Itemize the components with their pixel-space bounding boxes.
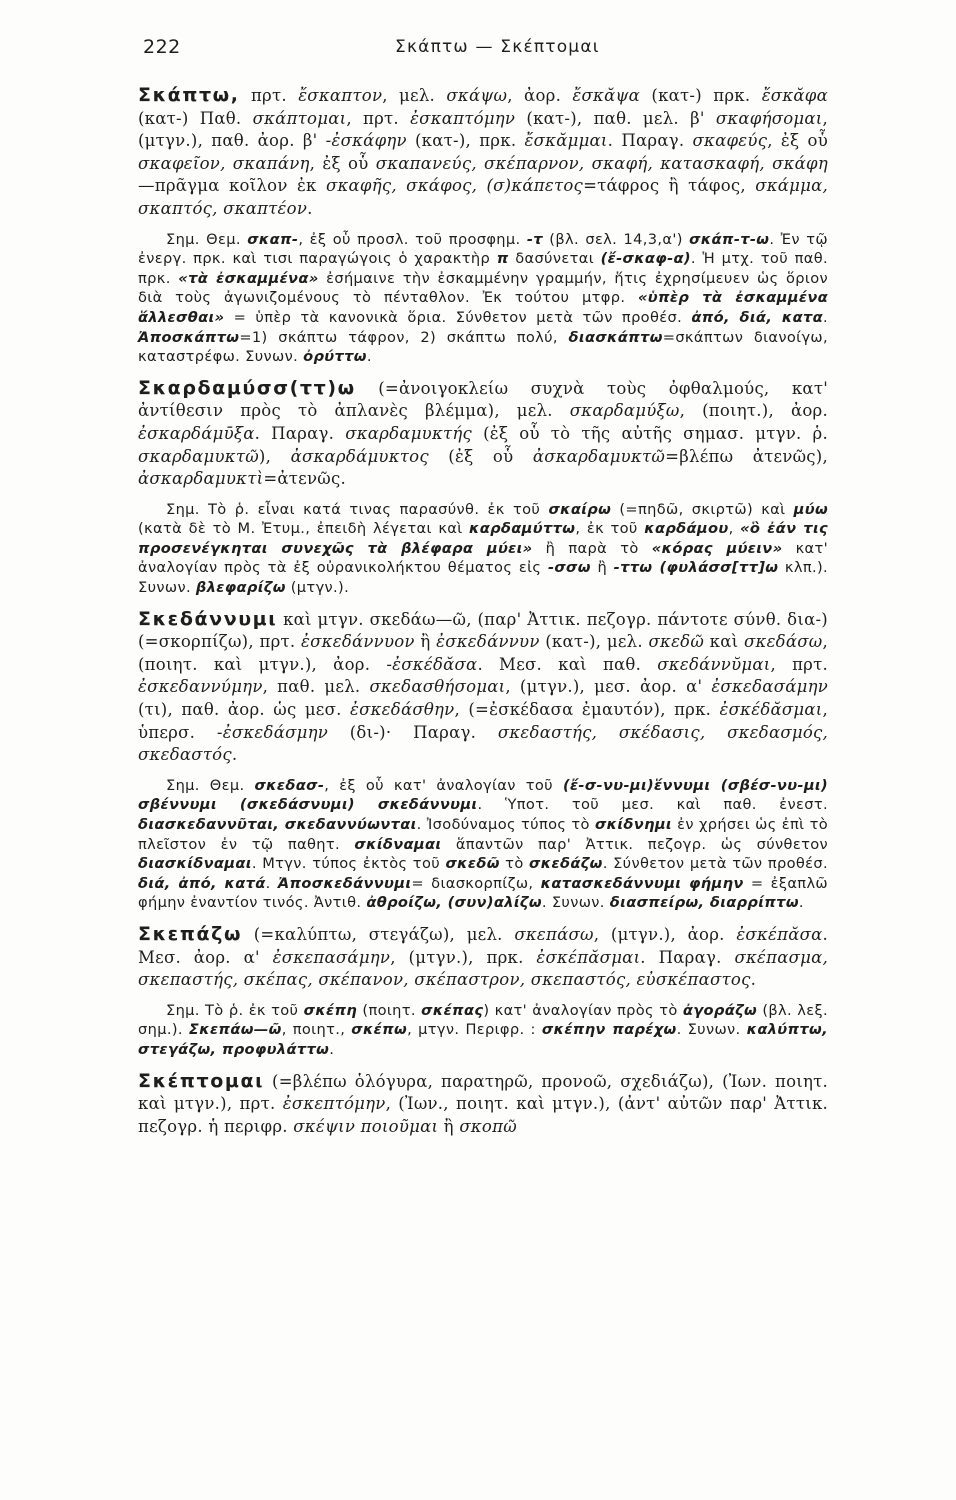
text-run: (=καλύπτω, στεγάζω), μελ.	[242, 924, 515, 944]
italic-run: διά, ἀπό, κατά	[138, 874, 266, 892]
entry-note	[138, 776, 828, 913]
italic-run: (ἔ-σ-νυ-μι)ἕννυμι (σβέσ-νυ-μι) σβέννυμι (σκεδάσνυμι) σκεδάννυμι	[138, 776, 828, 814]
dictionary-entry	[138, 84, 828, 367]
italic-run: διασκίδναμαι	[138, 855, 252, 873]
italic-run: ἐσκέδᾰσμαι	[719, 700, 823, 720]
text-run: (ἐξ οὗ	[428, 446, 533, 466]
italic-run: ἔσκᾰμμαι	[524, 131, 608, 151]
italic-run: ἐσκεπασάμην	[272, 947, 391, 967]
page-number: 222	[143, 36, 181, 58]
text-run: —πρᾶγμα κοῖλον ἐκ	[138, 176, 326, 196]
text-run: =1) σκάπτω τάφρον, 2) σκάπτω πολύ,	[239, 328, 569, 346]
text-run: , ἐξ οὗ	[767, 131, 828, 151]
text-run: , (μτγν.), παθ. ἀορ. β' -	[138, 108, 829, 151]
text-run: ἐν χρήσει ὡς ἐπὶ τὸ πλεῖστον ἐν τῷ παθητ.	[138, 816, 829, 853]
text-run: .	[366, 348, 372, 366]
text-run: πρτ.	[239, 86, 299, 105]
text-run: .	[823, 308, 829, 326]
italic-run: σκεδῶ	[445, 855, 500, 873]
italic-run: σκαρδαμυκτῶ	[138, 446, 259, 466]
italic-run: ἀσκαρδάμυκτος	[290, 446, 429, 466]
entry-definition	[138, 84, 828, 221]
italic-run: σκέπασμα, σκεπαστής, σκέπας, σκέπανον, σκέπαστρον, σκεπαστός, εὐσκέπαστος	[138, 947, 828, 990]
text-run: (κατὰ δὲ τὸ Μ. Ἐτυμ., ἐπειδὴ λέγεται καὶ	[138, 520, 470, 538]
text-run: . Παραγ.	[254, 423, 346, 443]
text-run: ἢ παρὰ τὸ	[532, 539, 652, 557]
italic-run: σκέπω	[351, 1021, 408, 1039]
text-run: . Σύνθετον μετὰ τῶν προθέσ.	[602, 855, 828, 873]
text-run: (βλ. λεξ. σημ.).	[138, 1001, 828, 1039]
entry-definition	[138, 377, 828, 491]
italic-run: διασκεδαννῦται, σκεδαννύωνται	[138, 816, 417, 833]
text-run: κλπ.). Συνων.	[138, 559, 829, 597]
dictionary-entries	[138, 84, 828, 1138]
italic-run: ἀσκαρδαμυκτῶ	[532, 446, 666, 466]
text-run: δασύνεται	[508, 250, 601, 268]
italic-run: καρδαμύττω	[469, 520, 576, 538]
text-run: , πρτ.	[346, 108, 411, 128]
text-run: , ἐξ οὗ προσλ. τοῦ προσφημ.	[298, 230, 527, 248]
entry-note	[138, 1001, 828, 1060]
italic-run: «ὃ ἐάν τις προσενέγκηται συνεχῶς τὰ βλέφαρα μύει»	[138, 520, 828, 557]
italic-run: ὀρύττω	[303, 348, 367, 366]
italic-run: σκεδάννῠμαι	[657, 654, 771, 674]
italic-run: ἀθροίζω, (συν)αλίζω	[366, 894, 542, 912]
italic-run: ἔσκᾰφα	[761, 86, 828, 105]
italic-run: σκαφήσομαι	[715, 108, 823, 128]
italic-run: σκάπτομαι	[252, 108, 347, 128]
text-run: . Ὑποτ. τοῦ μεσ. καὶ παθ. ἐνεστ.	[477, 796, 828, 814]
italic-run: σκάπ-τ-ω	[689, 230, 770, 248]
italic-run: σκεδάσω	[743, 632, 823, 652]
text-run: Σημ. Τὸ ῥ. ἐκ τοῦ	[166, 1001, 304, 1019]
italic-run: ἐσκεδάννυν	[436, 632, 540, 652]
text-run: (κατ-), μελ.	[539, 632, 649, 652]
text-run: (κατ-) Παθ.	[138, 108, 253, 128]
italic-run: ἐσκεδασάμην	[711, 677, 828, 697]
italic-run: ἐσκεδαννύμην	[138, 677, 263, 697]
text-run: ἢ	[414, 632, 437, 652]
entry-headword: Σκέπτομαι	[138, 1069, 265, 1092]
italic-run: (ἔ-σκαφ-α)	[600, 250, 691, 268]
italic-run: «τὰ ἐσκαμμένα»	[178, 269, 319, 287]
italic-run: σκίδνημι	[594, 816, 672, 833]
italic-run: σκέπη	[303, 1001, 358, 1019]
text-run: =ἀτενῶς.	[263, 469, 346, 489]
text-run: καὶ μτγν. σκεδάω—ῶ, (παρ' Ἀττικ. πεζογρ. πάντοτε σύνθ. δια-) (=σκορπίζω), πρτ.	[138, 609, 828, 652]
entry-headword: Σκεπάζω	[138, 922, 243, 945]
dictionary-entry	[138, 1070, 828, 1139]
italic-run: σκαρδαμυκτής	[345, 423, 473, 443]
italic-run: ἐσκέδᾰσα	[392, 654, 478, 674]
italic-run: ἀπό, διά, κατα	[691, 308, 824, 326]
italic-run: διασκάπτω	[568, 328, 663, 346]
text-run: . Μτγν. τύπος ἐκτὸς τοῦ	[251, 855, 446, 873]
dictionary-entry	[138, 608, 828, 913]
text-run: , μτγν. Περιφρ. :	[407, 1021, 542, 1039]
text-run: . Ἡ μτχ. τοῦ παθ. πρκ.	[138, 250, 828, 287]
italic-run: σκέπην παρέχω	[541, 1021, 677, 1039]
italic-run: σκεδῶ	[648, 632, 705, 652]
italic-run: σκαπ-	[247, 230, 299, 248]
text-run: . Παραγ.	[640, 947, 735, 967]
text-run: . Μεσ. καὶ παθ.	[477, 654, 658, 674]
text-run: ) κατ' ἀναλογίαν πρὸς τὸ	[483, 1001, 683, 1019]
text-run: = ὑπὲρ τὰ κανονικὰ ὅρια. Σύνθετον μετὰ τῶν προθέσ.	[224, 308, 692, 326]
italic-run: καλύπτω, στεγάζω, προφυλάττω	[138, 1021, 828, 1058]
text-run: (δι-)· Παραγ.	[328, 722, 498, 742]
italic-run: σκαφεῖον, σκαπάνη	[138, 153, 310, 173]
text-run: (μτγν.).	[285, 579, 350, 597]
italic-run: σκοπῶ	[459, 1116, 517, 1136]
text-run: .	[231, 745, 238, 765]
text-run: ,	[728, 520, 741, 538]
text-run: . Ἐν τῷ ἐνεργ. πρκ. καὶ τισι παραγώγοις ὁ χαρακτὴρ	[138, 230, 828, 268]
italic-run: ἀγοράζω	[682, 1001, 758, 1019]
text-run: .	[329, 1040, 335, 1058]
text-run: = ἐξαπλῶ φήμην ἐναντίον τινός. Ἀντιθ.	[138, 874, 828, 912]
text-run: (ποιητ.	[357, 1001, 422, 1019]
entry-note	[138, 500, 828, 598]
italic-run: -τ	[526, 230, 543, 248]
text-run: . Παραγ.	[607, 131, 693, 151]
text-run: , ποιητ.,	[281, 1021, 352, 1039]
text-run: . Μεσ. ἀορ. α'	[138, 924, 829, 967]
italic-run: σκέπας	[421, 1001, 484, 1019]
italic-run: σκαρδαμύξω	[569, 401, 680, 421]
text-run: = διασκορπίζω,	[411, 874, 541, 892]
italic-run: «κόρας μύειν»	[651, 539, 783, 557]
text-run: , ἐκ τοῦ	[575, 520, 645, 538]
italic-run: ἐσκεδάσμην	[222, 722, 328, 742]
italic-run: ἀσκαρδαμυκτὶ	[138, 469, 264, 489]
text-run: , (μτγν.), πρκ.	[390, 947, 537, 967]
italic-run: μύω	[793, 500, 828, 518]
text-run: ἢ	[590, 559, 614, 577]
text-run: (βλ. σελ. 14,3,α')	[542, 230, 690, 248]
text-run: ),	[258, 446, 291, 466]
text-run: (τι), παθ. ἀορ. ὡς μεσ.	[138, 700, 350, 720]
text-run: (ἐξ οὗ τὸ τῆς αὐτῆς σημασ. μτγν. ῥ.	[472, 423, 828, 443]
text-run: . Συνων.	[541, 894, 610, 912]
italic-run: σκαφεύς	[692, 131, 768, 151]
text-run: , ἐξ οὗ	[309, 153, 376, 173]
page-header	[143, 36, 823, 66]
italic-run: ἐσκεδάσθην	[349, 700, 455, 720]
italic-run: ἐσκαρδάμῡξα	[138, 423, 255, 443]
entry-definition	[138, 923, 828, 992]
italic-run: σκεδαστής, σκέδασις, σκεδασμός, σκεδαστός	[138, 722, 829, 765]
text-run: ἢ	[438, 1116, 460, 1136]
text-run: , ἐξ οὗ κατ' ἀναλογίαν τοῦ	[324, 776, 563, 794]
entry-headword: Σκάπτω,	[138, 84, 240, 106]
italic-run: σκάψω	[446, 86, 508, 105]
italic-run: «ὑπὲρ τὰ ἐσκαμμένα ἅλλεσθαι»	[138, 289, 828, 326]
text-run: (=ἀνοιγοκλείω συχνὰ τοὺς ὀφθαλμούς, κατ' ἀντίθεσιν πρὸς τὸ ἀπλανὲς βλέμμα), μελ.	[138, 378, 828, 421]
text-run: , (=ἐσκέδασα ἐμαυτόν), πρκ.	[454, 700, 720, 720]
text-run: (κατ-) πρκ.	[640, 86, 762, 105]
entry-definition	[138, 1070, 828, 1139]
italic-run: σκίδναμαι	[354, 835, 442, 853]
text-run: , πρτ.	[770, 654, 828, 674]
text-run: κατ' ἀναλογίαν πρὸς τὰ ἐξ οὐρανικολήκτου θέματος εἰς	[138, 539, 828, 577]
text-run: , (ποιητ.), ἀορ.	[679, 401, 828, 421]
italic-run: Ἀποσκάπτω	[138, 328, 240, 346]
text-run: , (Ἰων., ποιητ. καὶ μτγν.), (ἀντ' αὐτῶν παρ' Ἀττικ. πεζογρ. ἡ περιφρ.	[138, 1094, 829, 1136]
running-head: Σκάπτω — Σκέπτομαι	[395, 37, 600, 57]
italic-run: σκεδάζω	[529, 855, 603, 873]
text-run: (=βλέπω ὁλόγυρα, παρατηρῶ, προνοῶ, σχεδιάζω), (Ἰων. ποιητ. καὶ μτγν.), πρτ.	[138, 1071, 828, 1114]
dictionary-entry	[138, 923, 828, 1060]
italic-run: ἐσκέπᾰσμαι	[536, 947, 641, 967]
text-run: τὸ	[499, 855, 530, 873]
entry-note	[138, 230, 828, 367]
text-run: Σημ. Θεμ.	[166, 230, 248, 248]
italic-run: σκέψιν ποιοῦμαι	[293, 1116, 439, 1136]
italic-run: σκαπανεύς, σκέπαρνον, σκαφή, κατασκαφή, σκάφη	[375, 153, 828, 173]
italic-run: -σσω	[547, 559, 591, 577]
text-run: =σκάπτων διανοίγω, καταστρέφω. Συνων.	[138, 328, 828, 366]
text-run: , (μτγν.), ἀορ.	[593, 924, 737, 944]
text-run: (κατ-), πρκ.	[406, 131, 525, 151]
text-run: (=πηδῶ, σκιρτῶ) καὶ	[611, 500, 794, 518]
entry-headword: Σκεδάννυμι	[138, 607, 278, 630]
text-run: , μελ.	[382, 86, 447, 105]
text-run: =βλέπω ἀτενῶς),	[665, 446, 828, 466]
text-run: , ὑπερσ. -	[138, 700, 829, 742]
italic-run: διασπείρω, διαρρίπτω	[609, 894, 799, 912]
text-run: .	[798, 894, 804, 912]
text-run: =τάφρος ἢ τάφος,	[583, 176, 756, 196]
text-run: καὶ	[704, 632, 744, 652]
text-run: Σημ. Θεμ.	[166, 776, 255, 794]
italic-run: ἐσκέπᾰσα	[736, 924, 823, 944]
italic-run: καρδάμου	[644, 520, 729, 538]
text-run: , (ποιητ. καὶ μτγν.), ἀορ. -	[138, 632, 828, 674]
text-run: ἅπαντῶν παρ' Ἀττικ. πεζογρ. ὡς σύνθετον	[441, 835, 828, 853]
italic-run: ἐσκεπτόμην	[282, 1094, 386, 1114]
italic-run: -ττω (φυλάσσ[ττ]ω	[613, 559, 779, 577]
italic-run: ἐσκαπτόμην	[410, 108, 516, 128]
italic-run: σκάμμα, σκαπτός, σκαπτέον	[138, 176, 829, 218]
text-run: .	[307, 198, 313, 218]
text-run: Σημ. Τὸ ῥ. εἶναι κατά τινας παρασύνθ. ἐκ τοῦ	[166, 500, 549, 518]
entry-definition	[138, 608, 828, 767]
italic-run: Ἀποσκεδάννυμι	[277, 874, 412, 892]
italic-run: Σκεπάω—ῶ	[188, 1021, 282, 1039]
italic-run: ἐσκάφην	[331, 131, 407, 151]
italic-run: σκεδασθήσομαι	[369, 677, 506, 697]
italic-run: σκαίρω	[548, 500, 612, 518]
italic-run: π	[496, 250, 509, 268]
text-run: ἐσήμαινε τὴν ἐσκαμμένην γραμμήν, ἥτις ἐχρησίμευεν ὡς ὅριον διὰ τοὺς ἀγωνιζομένους τὸ πένταθλον. Ἐκ τούτου μτφρ.	[138, 269, 828, 307]
entry-headword: Σκαρδαμύσσ(ττ)ω	[138, 376, 356, 399]
italic-run: βλεφαρίζω	[195, 579, 286, 597]
italic-run: σκαφῆς, σκάφος, (σ)κάπετος	[325, 176, 584, 196]
dictionary-entry	[138, 377, 828, 598]
italic-run: ἐσκεδάννυον	[301, 632, 415, 652]
italic-run: κατασκεδάννυμι φήμην	[540, 874, 744, 892]
italic-run: σκεδασ-	[254, 776, 325, 794]
text-run: . Συνων.	[676, 1021, 747, 1039]
text-run: (κατ-), παθ. μελ. β'	[515, 108, 716, 128]
italic-run: ἔσκᾰψα	[572, 86, 641, 105]
text-run: . Ἰσοδύναμος τύπος τὸ	[416, 816, 595, 833]
text-run: .	[750, 970, 757, 990]
text-run: , ἀορ.	[507, 86, 573, 105]
text-run: .	[265, 874, 278, 892]
text-run: , παθ. μελ.	[262, 677, 370, 697]
text-run: , (μτγν.), μεσ. ἀορ. α'	[505, 677, 712, 697]
italic-run: ἔσκαπτον	[298, 86, 383, 105]
italic-run: σκεπάσω	[514, 924, 594, 944]
